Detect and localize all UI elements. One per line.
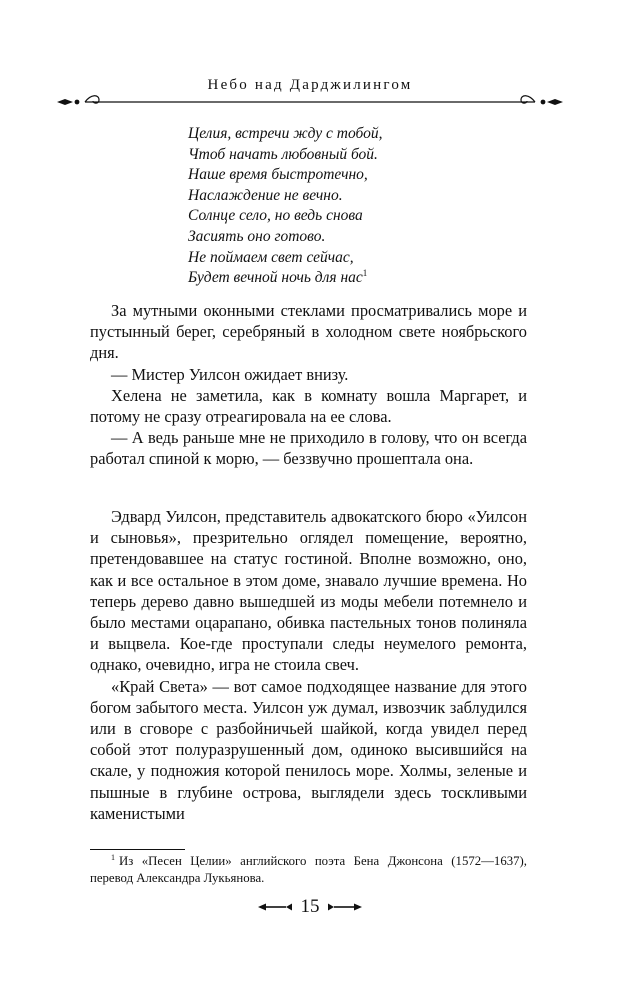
poem-line: Чтоб начать любовный бой. bbox=[188, 145, 378, 163]
text-block-2 bbox=[90, 506, 527, 824]
ornamental-rule bbox=[55, 92, 565, 112]
poem-line: Целия, встречи жду с тобой, bbox=[188, 125, 383, 142]
right-dot-ornament bbox=[541, 100, 546, 105]
paragraph: За мутными оконными стеклами просматривались море и пустынный берег, серебряный в холодном свете ноябрьского дня. bbox=[90, 301, 527, 363]
footnote-text: Из «Песен Целии» английского поэта Бена Джонсона (1572—1637), перевод Александра Лукьянова. bbox=[90, 854, 527, 885]
running-title: Небо над Дарджилингом bbox=[207, 77, 413, 93]
text-block-1 bbox=[90, 300, 527, 470]
right-diamond-ornament bbox=[547, 99, 563, 105]
folio bbox=[250, 893, 370, 921]
left-diamond-ornament bbox=[57, 99, 73, 105]
poem-line-text: Будет вечной ночь для нас bbox=[188, 269, 363, 287]
poem-line: Наше время быстротечно, bbox=[188, 166, 368, 184]
poem-line: Засиять оно готово. bbox=[188, 227, 326, 245]
footnote-mark: 1 bbox=[111, 852, 115, 862]
poem-line-last bbox=[188, 268, 382, 289]
footnote-reference: 1 bbox=[362, 268, 368, 278]
poem-line: Не поймаем свет сейчас, bbox=[188, 248, 354, 266]
footnote-divider bbox=[90, 849, 185, 850]
footnote bbox=[90, 853, 527, 887]
paragraph: — Мистер Уилсон ожидает внизу. bbox=[111, 364, 349, 384]
paragraph: — А ведь раньше мне не приходило в голову, что он всегда работал спиной к морю, — беззвучно прошептала она. bbox=[90, 428, 527, 469]
poem-line: Солнце село, но ведь снова bbox=[188, 207, 363, 225]
poem-line: Наслаждение не вечно. bbox=[188, 186, 343, 204]
paragraph: Эдвард Уилсон, представитель адвокатского бюро «Уилсон и сыновья», презрительно оглядел помещение, вероятно, претендовавшее на статус гостиной. Вполне возможно, оно, как и все остальное в этом доме, знавало лучшие времена. Но теперь дерево давно вышедшей из моды мебели потемнело и было местами оцарапано, обивка пастельных тонов полиняла и выцвела. Кое-где проступали следы неумелого ремонта, однако, очевидно, игра не стоила свеч. bbox=[90, 507, 527, 675]
page-number: 15 bbox=[300, 896, 320, 917]
epigraph-poem bbox=[188, 124, 382, 289]
paragraph: Хелена не заметила, как в комнату вошла Маргарет, и потому не сразу отреагировала на ее слова. bbox=[90, 385, 527, 427]
left-dot-ornament bbox=[75, 100, 80, 105]
paragraph: «Край Света» — вот самое подходящее название для этого богом забытого места. Уилсон уж думал, извозчик заблудился или в сговоре с разбойничьей шайкой, когда увидел перед собой этот полуразрушенный дом, одиноко высившийся на скале, у подножия которой пенилось море. Холмы, зеленые и пышные в глубине острова, выглядели здесь тоскливыми каменистыми bbox=[90, 676, 527, 823]
